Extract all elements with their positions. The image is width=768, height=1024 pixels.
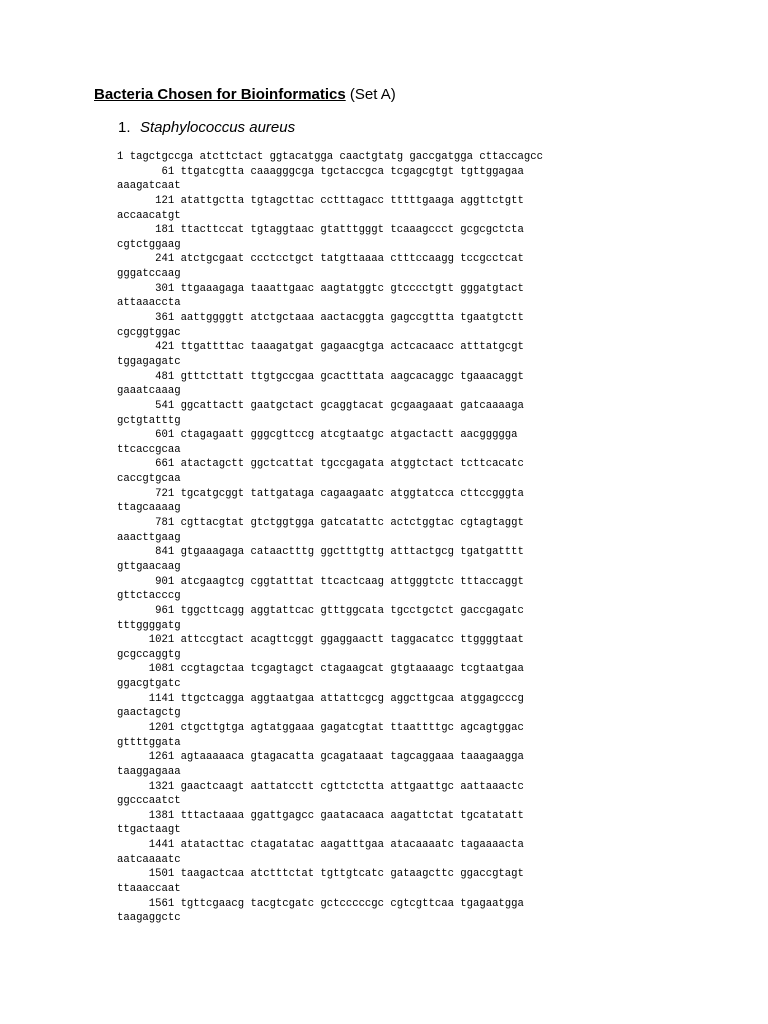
sequence-line: gttttggata [117,736,181,749]
sequence-line: 1261 agtaaaaaca gtagacatta gcagataaat tagcaggaaa taaagaagga [117,751,524,764]
sequence-line: aaacttgaag [117,531,181,544]
sequence-line: 781 cgttacgtat gtctggtgga gatcatattc actctggtac cgtagtaggt [117,517,524,530]
sequence-line: 421 ttgattttac taaagatgat gagaacgtga actcacaacc atttatgcgt [117,341,524,354]
sequence-line: cgcggtggac [117,326,181,339]
document-title [94,86,396,103]
sequence-line: gttctacccg [117,590,181,603]
sequence-line: ttaaaccaat [117,883,181,896]
sequence-line: 1321 gaactcaagt aattatcctt cgttctctta attgaattgc aattaaactc [117,780,524,793]
sequence-line: 241 atctgcgaat ccctcctgct tatgttaaaa ctttccaagg tccgcctcat [117,253,524,266]
sequence-line: 1 tagctgccga atcttctact ggtacatgga caactgtatg gaccgatgga cttaccagcc [117,151,543,163]
sequence-line: 1441 atatacttac ctagatatac aagatttgaa atacaaaatc tagaaaacta [117,839,524,852]
sequence-line: ttcaccgcaa [117,443,181,456]
sequence-line: 961 tggcttcagg aggtattcac gtttggcata tgcctgctct gaccgagatc [117,604,524,617]
sequence-line: taaggagaaa [117,765,181,778]
sequence-line: 1021 attccgtact acagttcggt ggaggaactt taggacatcc ttggggtaat [117,634,524,647]
sequence-line: 721 tgcatgcggt tattgataga cagaagaatc atggtatcca cttccgggta [117,487,524,500]
sequence-line: 1501 taagactcaa atctttctat tgttgtcatc gataagcttc ggaccgtagt [117,868,524,881]
sequence-line: gcgccaggtg [117,648,181,661]
sequence-line: tggagagatc [117,355,181,368]
sequence-line: 121 atattgctta tgtagcttac cctttagacc tttttgaaga aggttctgtt [117,194,524,207]
sequence-line: ggcccaatct [117,795,181,808]
sequence-line: 61 ttgatcgtta caaagggcga tgctaccgca tcgagcgtgt tgttggagaa [117,165,524,178]
sequence-line: 1381 tttactaaaa ggattgagcc gaatacaaca aagattctat tgcatatatt [117,809,524,822]
sequence-line: 1561 tgttcgaacg tacgtcgatc gctcccccgc cgtcgttcaa tgagaatgga [117,897,524,910]
sequence-line: ttagcaaaag [117,502,181,515]
sequence-line: attaaaccta [117,297,181,310]
sequence-line: 361 aattggggtt atctgctaaa aactacggta gagccgttta tgaatgtctt [117,312,524,325]
sequence-line: caccgtgcaa [117,473,181,486]
sequence-line: 901 atcgaagtcg cggtatttat ttcactcaag attgggtctc tttaccaggt [117,575,524,588]
sequence-line: 841 gtgaaagaga cataactttg ggctttgttg atttactgcg tgatgatttt [117,546,524,559]
sequence-line: gaactagctg [117,707,181,720]
sequence-line: 481 gtttcttatt ttgtgccgaa gcactttata aagcacaggc tgaaacaggt [117,370,524,383]
sequence-line: 1081 ccgtagctaa tcgagtagct ctagaagcat gtgtaaaagc tcgtaatgaa [117,663,524,676]
sequence-line: cgtctggaag [117,238,181,251]
document-title-main: Bacteria Chosen for Bioinformatics [94,86,346,103]
sequence-line: aatcaaaatc [117,853,181,866]
sequence-line: taagaggctc [117,912,181,925]
sequence-line: tttggggatg [117,619,181,632]
sequence-line: ggacgtgatc [117,678,181,691]
sequence-line: 661 atactagctt ggctcattat tgccgagata atggtctact tcttcacatc [117,458,524,471]
sequence-line: gaaatcaaag [117,385,181,398]
sequence-line: ttgactaagt [117,824,181,837]
sequence-line: 601 ctagagaatt gggcgttccg atcgtaatgc atgactactt aacggggga [117,429,518,442]
document-title-suffix: (Set A) [345,86,396,103]
dna-sequence [117,150,543,926]
sequence-line: 181 ttacttccat tgtaggtaac gtatttgggt tcaaagccct gcgcgctcta [117,224,524,237]
species-heading [118,119,295,136]
species-name: Staphylococcus aureus [140,119,296,136]
sequence-line: 301 ttgaaagaga taaattgaac aagtatggtc gtcccctgtt gggatgtact [117,282,524,295]
sequence-line: aaagatcaat [117,180,181,193]
sequence-line: gggatccaag [117,268,181,281]
species-list-number: 1. [118,119,131,136]
sequence-line: gctgtatttg [117,414,181,427]
sequence-line: accaacatgt [117,209,181,222]
sequence-line: 1201 ctgcttgtga agtatggaaa gagatcgtat ttaattttgc agcagtggac [117,721,524,734]
sequence-line: 541 ggcattactt gaatgctact gcaggtacat gcgaagaaat gatcaaaaga [117,399,524,412]
sequence-line: gttgaacaag [117,560,181,573]
sequence-line: 1141 ttgctcagga aggtaatgaa attattcgcg aggcttgcaa atggagcccg [117,692,524,705]
